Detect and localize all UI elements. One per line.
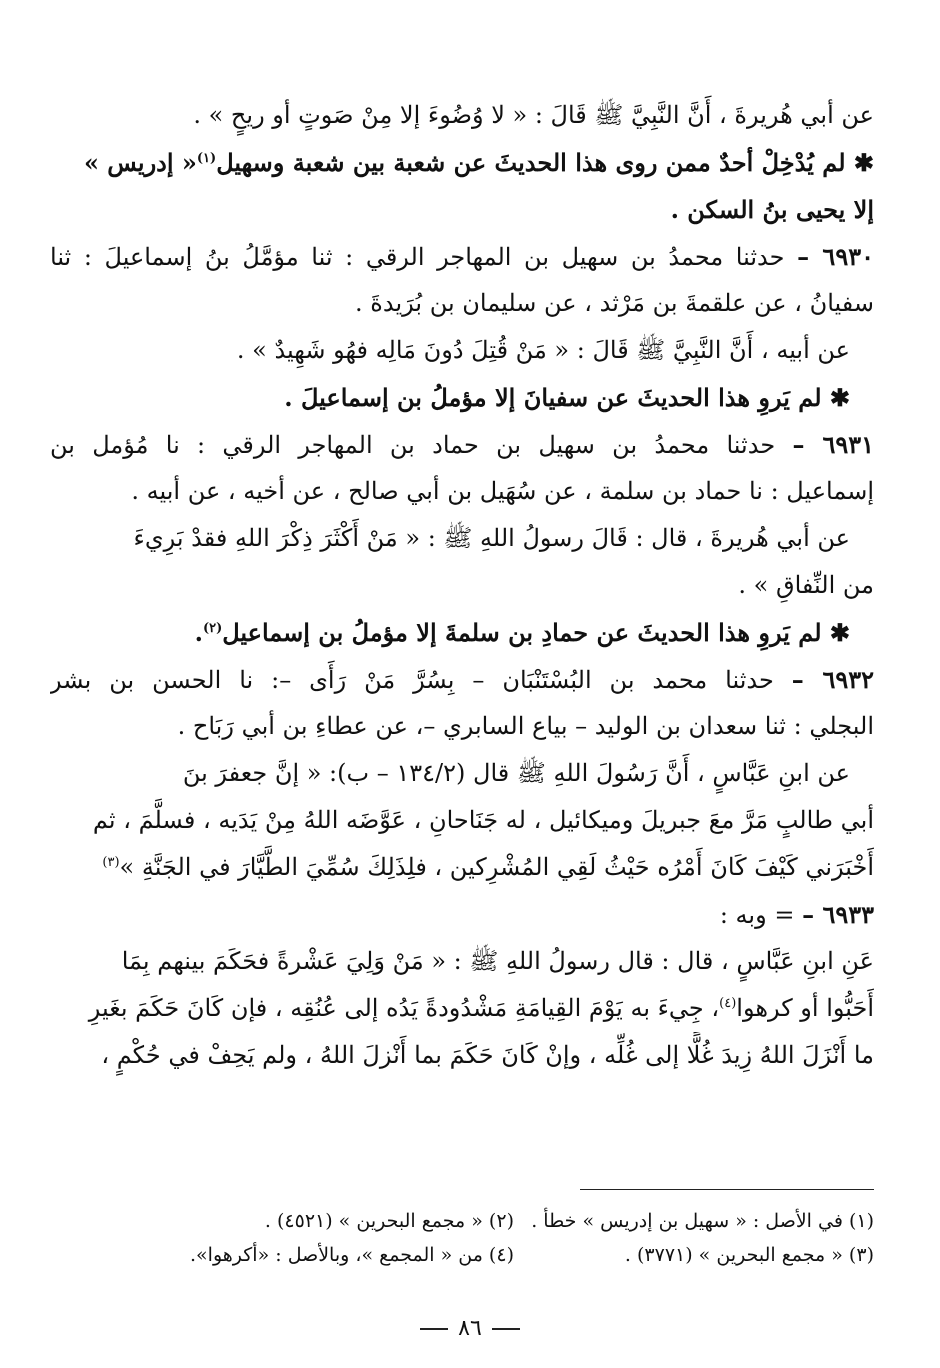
footnote: (١) في الأصل : « سهيل بن إدريس » خطأ . [531, 1210, 874, 1232]
text-line: عن أبي هُريرةَ ، قال : قَالَ رسولُ اللهِ ﷺ : « مَنْ أَكْثَرَ ذِكْرَ اللهِ فقدْ بَرِيءَ [133, 524, 850, 552]
text-line: إسماعيل : نا حماد بن سلمة ، عن سُهَيل بن أبي صالح ، عن أخيه ، عن أبيه . [131, 477, 874, 505]
text-line: سفيانُ ، عن علقمةَ بن مَرْثد ، عن سليمان بن بُرَيدةَ . [355, 289, 874, 317]
hadith-number-line: ٦٩٣٣ – = وبه : [719, 900, 874, 929]
footnote: (٣) « مجمع البحرين » (٣٧٧١) . [624, 1244, 874, 1266]
text-line: عَنِ ابنِ عَبَّاسٍ ، قال : قال رسولُ اللهِ ﷺ : « مَنْ وَلِيَ عَشْرةً فحَكَمَ بينهم بِمَا [121, 947, 874, 975]
text-line: ✱ لم يَروِ هذا الحديثَ عن سفيانَ إلا مؤملُ بن إسماعيلَ . [284, 383, 850, 412]
text-line: عن أبي هُريرةَ ، أَنَّ النَّبِيَّ ﷺ قَالَ : « لا وُضُوءَ إلا مِنْ صَوتٍ أو ريحٍ » . [193, 101, 874, 129]
page-number [0, 1316, 940, 1341]
hadith-number-line: ٦٩٣١ – حدثنا محمدُ بن سهيل بن حماد بن المهاجر الرقي : نا مُؤمل بن [50, 430, 874, 459]
footnote: (٤) من « المجمع »، وبالأصل : «أكرهوا». [190, 1244, 514, 1266]
page-number-value: ٨٦ [458, 1316, 482, 1341]
hadith-number-line: ٦٩٣٠ – حدثنا محمدُ بن سهيل بن المهاجر الرقي : ثنا مؤمَّلُ بنُ إسماعيلَ : ثنا [50, 242, 874, 271]
footnotes [50, 1204, 874, 1272]
folio-dash [420, 1328, 448, 1330]
text-line: ما أَنْزَلَ اللهُ زِيدَ غُلًّا إلى غُلِّه ، وإنْ كَانَ حَكَمَ بما أَنْزلَ اللهُ ، ولم يَحِفْ في حُكْمٍ ، [101, 1041, 874, 1069]
footnote-row [50, 1204, 874, 1238]
footnote: (٢) « مجمع البحرين » (٤٥٢١) . [264, 1210, 514, 1232]
footnote-divider [580, 1189, 874, 1190]
text-line: أَخْبَرَني كَيْفَ كَانَ أَمْرُه حَيْثُ لَقِي المُشْرِكين ، فلِذَلِكَ سُمِّيَ الطَّيَّارَ في الجَنَّةِ »$^{(٣)}$ [102, 853, 874, 881]
text-line: البجلي : ثنا سعدان بن الوليد – بياع السابري –، عن عطاءِ بن أبي رَبَاح . [177, 712, 874, 740]
main-text [50, 92, 874, 1079]
hadith-number-line: ٦٩٣٢ – حدثنا محمد بن البُسْتَنْبَان – بِسُرَّ مَنْ رَأَى –: نا الحسن بن بشر [50, 665, 874, 694]
folio-dash [492, 1328, 520, 1330]
text-line: ✱ لم يُدْخِلْ أحدٌ ممن روى هذا الحديثَ عن شعبة بين شعبة وسهيل$^{(١)}$« إدريس » [83, 148, 874, 177]
text-line: من النِّفاقِ » . [738, 571, 874, 599]
text-line: إلا يحيى بنُ السكن . [670, 195, 874, 224]
text-line: عن أبيه ، أَنَّ النَّبِيَّ ﷺ قَالَ : « مَنْ قُتِلَ دُونَ مَالِه فهُو شَهِيدٌ » . [236, 336, 850, 364]
footnote-row [50, 1238, 874, 1272]
text-line: ✱ لم يَروِ هذا الحديثَ عن حمادِ بن سلمةَ إلا مؤملُ بن إسماعيل$^{(٢)}$. [194, 618, 850, 647]
text-line: أَحَبُّوا أو كرهوا$^{(٤)}$، جِيءَ به يَوْمَ القِيامَةِ مَشْدُودةً يَدُه إلى عُنُقِه ، فإن كَانَ حَكَمَ بغَيرِ [88, 994, 874, 1022]
text-line: أبي طالبٍ مَرَّ معَ جبريلَ وميكائيل ، له جَنَاحانِ ، عَوَّضَه اللهُ مِنْ يَدَيه ، فسلَّمَ ، ثم [92, 806, 874, 834]
text-line: عن ابنِ عَبَّاسٍ ، أَنَّ رَسُولَ اللهِ ﷺ قال (١٣٤/٢ – ب): « إنَّ جعفرَ بنَ [182, 759, 850, 787]
